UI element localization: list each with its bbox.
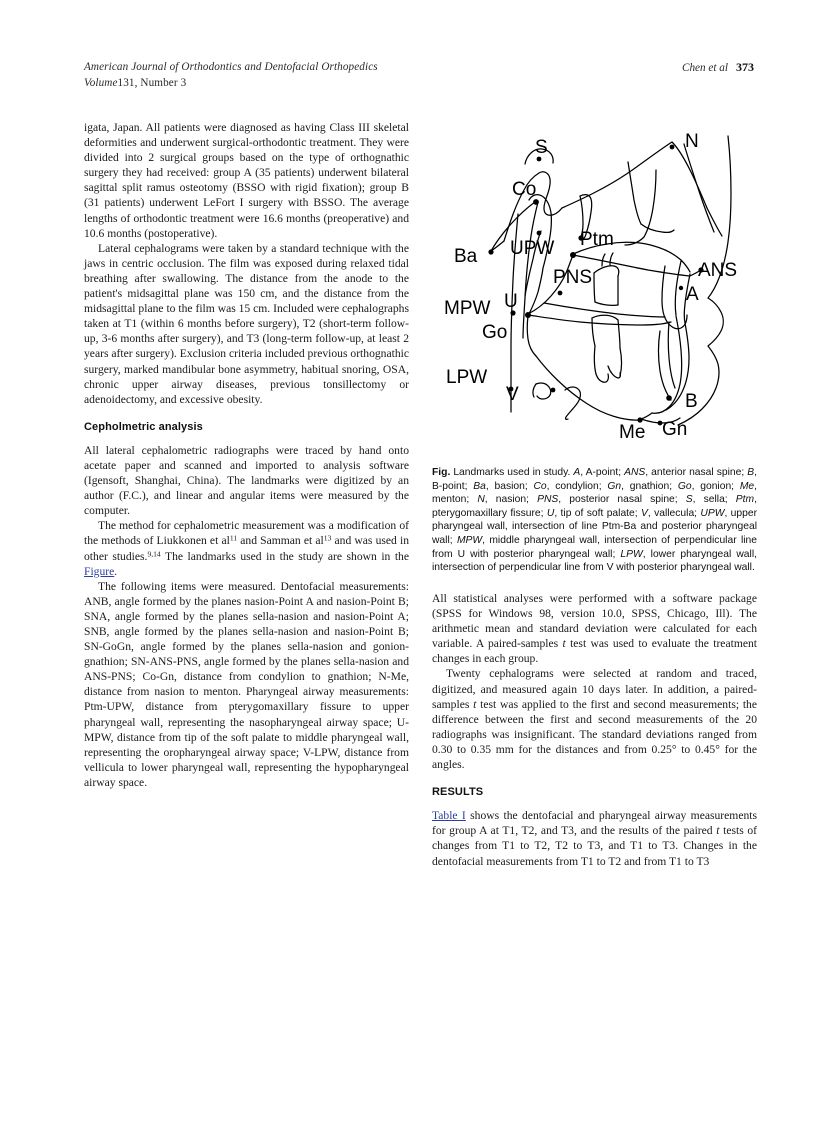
point-PNS [570,252,576,258]
figure-abbr-LPW: LPW [620,548,643,560]
figure-def-Co: , condylion; [546,480,602,492]
paragraph-items-measured: The following items were measured. Dentofacial measurements: ANB, angle formed by the planes nasion-Point A and nasion-Point B; SNA, angle formed by the planes sella-nasion and nasion-Point A; SNB, angle formed by the planes sella-nasion and nasion-Point B; SN-GoGn, angle formed by the planes sella-nasion and gonion-gnathion; SN-ANS-PNS, angle formed by the planes sella-nasion and ANS-PNS; Co-Gn, distance from condylion to gnathion; N-Me, distance from nasion to menton. Pharyngeal airway measurements: Ptm-UPW, distance from pterygomaxillary fissure to upper pharyngeal wall, representing the nasopharyngeal airway space; U-MPW, distance from tip of the soft palate to middle pharyngeal wall, representing the oropharyngeal airway space; V-LPW, distance from vellicula to lower pharyngeal wall, representing the hypopharyngeal airway space. [84,579,409,789]
figure-def-PNS: , posterior nasal spine; [558,494,678,506]
label-Ptm: Ptm [580,229,614,250]
figure-abbr-Gn: Gn [607,480,622,492]
running-head [84,60,754,94]
section-heading-results: RESULTS [432,786,484,799]
label-LPW: LPW [446,367,488,388]
reliability-text-b: test was applied to the first and second measurements; the difference between the first and second measurements of the 20 radiographs was insignificant. The standard deviations ranged from 0.30 to 0.35 mm for the distances and from 0.25° to 0.45° for the angles. [432,697,758,772]
paragraph-continuation: igata, Japan. All patients were diagnosed as having Class III skeletal deformities and underwent surgical-orthodontic treatment. They were divided into 2 surgical groups based on the type of orthognathic surgery they had received: group A (35 patients) underwent bilateral sagittal split ramus osteotomy (BSSO with rigid fixation); group B (31 patients) underwent LeFort I surgery with BSSO. The average lengths of orthodontic treatment were 16.6 months (preoperative) and 10.6 months (postoperative). [84,121,409,240]
figure-abbr-Ba: Ba [473,480,486,492]
point-UPW [537,231,542,236]
figure-abbr-Co: Co [533,480,547,492]
label-Co: Co [512,179,537,200]
figure-def-Ptm: , pterygomaxillary fissure; [432,494,757,519]
running-head-journal [84,60,378,91]
figure-abbr-S: S [685,494,693,506]
label-MPW: MPW [444,298,491,319]
point-Go [525,312,531,318]
label-Gn: Gn [662,419,688,440]
reference-9-14: 9,14 [147,549,161,559]
results-text-b: tests of changes from T1 to T2, T2 to T3, and T1 to T3. Changes in the dentofacial measurements from T1 to T2 and from T1 to T3 [432,824,757,868]
volume-line [84,76,378,92]
paragraph-statistics [432,591,757,666]
figure-def-Go: , gonion; [691,480,735,492]
figure-label: Fig. [432,467,451,478]
point-Ba [488,249,493,254]
volume-word: Volume [84,76,118,89]
table-i-link[interactable]: Table I [432,809,466,823]
results-text-a: shows the dentofacial and pharyngeal airway measurements for group A at T1, T2, and T3, and the results of the paired [432,809,758,838]
t-italic-3: t [716,824,720,838]
figure-caption-intro: Landmarks used in study. [453,467,571,478]
figure-abbr-ANS: ANS [624,467,646,478]
method-text-e: . [114,564,118,578]
figure-abbr-A: A [573,467,581,478]
t-italic-2: t [473,697,477,711]
t-italic-1: t [562,637,566,651]
reference-11: 11 [229,534,238,544]
label-ANS: ANS [698,260,738,281]
journal-title: American Journal of Orthodontics and Dentofacial Orthopedics [84,61,378,73]
label-U: U [504,291,518,312]
figure-def-Gn: , gnathion; [621,480,673,492]
figure-abbr-N: N [477,494,485,506]
left-column [84,120,409,790]
label-V: V [506,384,519,405]
cephalometric-tracing-svg [432,118,762,458]
figure-def-ANS: , anterior nasal spine; [645,467,745,478]
figure-def-Me: , menton; [432,480,757,506]
right-column [432,591,757,869]
figure-def-B: , B-point; [432,467,757,492]
figure-abbr-U: U [546,507,555,519]
figure-abbr-MPW: MPW [456,534,483,546]
point-A [679,286,683,290]
figure-def-U: , tip of soft palate; [554,507,638,519]
figure-abbr-B: B [747,467,755,478]
figure-block [432,118,762,575]
figure-abbr-UPW: UPW [700,507,725,519]
running-head-authors: Chen et al [682,62,728,74]
figure-def-S: , sella; [692,494,728,506]
label-Ba: Ba [454,246,478,267]
point-N [670,145,675,150]
label-B: B [685,391,698,412]
label-S: S [535,137,548,158]
paragraph-reliability [432,666,757,772]
cephalometric-tracing [432,118,762,458]
figure-def-V: , vallecula; [647,507,698,519]
figure-definitions [432,467,757,573]
label-PNS: PNS [553,267,593,288]
paragraph-cephalograms: Lateral cephalograms were taken by a standard technique with the jaws in centric occlusion. The film was exposed during relaxed tidal breathing after swallowing. The distance from the anode to the patient's midsagittal plane was 150 cm, and the distance from the midsagittal plane to the film was 15 cm. Included were cephalographs taken at T1 (within 6 months before surgery), T2 (short-term follow-up, 3-6 months after surgery), and T3 (long-term follow-up, at least 2 years after surgery). Exclusion criteria included previous orthognathic surgery, marked mandibular bone asymmetry, habitual snoring, OSA, chronic upper airway diseases, previous tonsillectomy or adenoidectomy, and excessive obesity. [84,241,409,406]
section-heading-cepholmetric-analysis: Cepholmetric analysis [84,420,203,433]
label-UPW: UPW [510,238,555,259]
stats-text-a: All statistical analyses were performed with a software package (SPSS for Windows 98, version 10.0, SPSS, Chicago, Ill). The arithmetic mean and standard deviation were calculated for each variable. A paired-samples [432,592,757,651]
method-text-d: The landmarks used in the study are shown in the [160,549,410,563]
paragraph-radiographs: All lateral cephalometric radiographs were traced by hand onto acetate paper and scanned and imported to analysis software (Igensoft, Shanghai, China). The landmarks were digitized by an author (F.C.), and linear and angular items were measured by the computer. [84,443,409,518]
figure-def-A: , A-point; [580,467,622,478]
label-A: A [686,284,699,305]
figure-def-N: , nasion; [484,494,529,506]
paragraph-results [432,808,757,868]
figure-link[interactable]: Figure [84,564,115,578]
running-head-authors-page [682,60,754,77]
label-N: N [685,131,699,152]
reliability-text-a: Twenty cephalograms were selected at random and traced, digitized, and measured again 10 days later. In addition, a paired-samples [432,667,757,711]
method-text-a: The method for cephalometric measurement was a modification of the methods of Liukkonen et al [84,519,409,548]
point-V [551,388,556,393]
method-text-b: and Samman et al [237,534,324,548]
figure-abbr-Ptm: Ptm [735,494,755,506]
figure-def-MPW: , middle pharyngeal wall, intersection of perpendicular line from U with posterior pharyngeal wall; [432,534,757,560]
figure-def-LPW: , lower pharyngeal wall, intersection of perpendicular line from V with posterior pharyngeal wall. [432,548,757,574]
point-U [558,291,563,296]
figure-abbr-Go: Go [677,480,692,492]
figure-def-Ba: , basion; [485,480,528,492]
paragraph-method [84,518,409,578]
figure-abbr-Me: Me [739,480,755,492]
figure-abbr-PNS: PNS [537,494,559,506]
page-number: 373 [736,60,754,74]
point-B [666,395,672,401]
label-Me: Me [619,422,646,443]
figure-def-UPW: , upper pharyngeal wall, intersection of line Ptm-Ba and posterior pharyngeal wall; [432,507,757,546]
stats-text-b: test was used to evaluate the treatment changes in each group. [432,637,758,666]
reference-13: 13 [323,534,332,544]
figure-abbr-V: V [641,507,648,519]
method-text-c: and was used in other studies. [84,534,409,563]
figure-caption [432,466,757,575]
label-Go: Go [482,322,508,343]
volume-number: 131, Number 3 [117,76,187,89]
